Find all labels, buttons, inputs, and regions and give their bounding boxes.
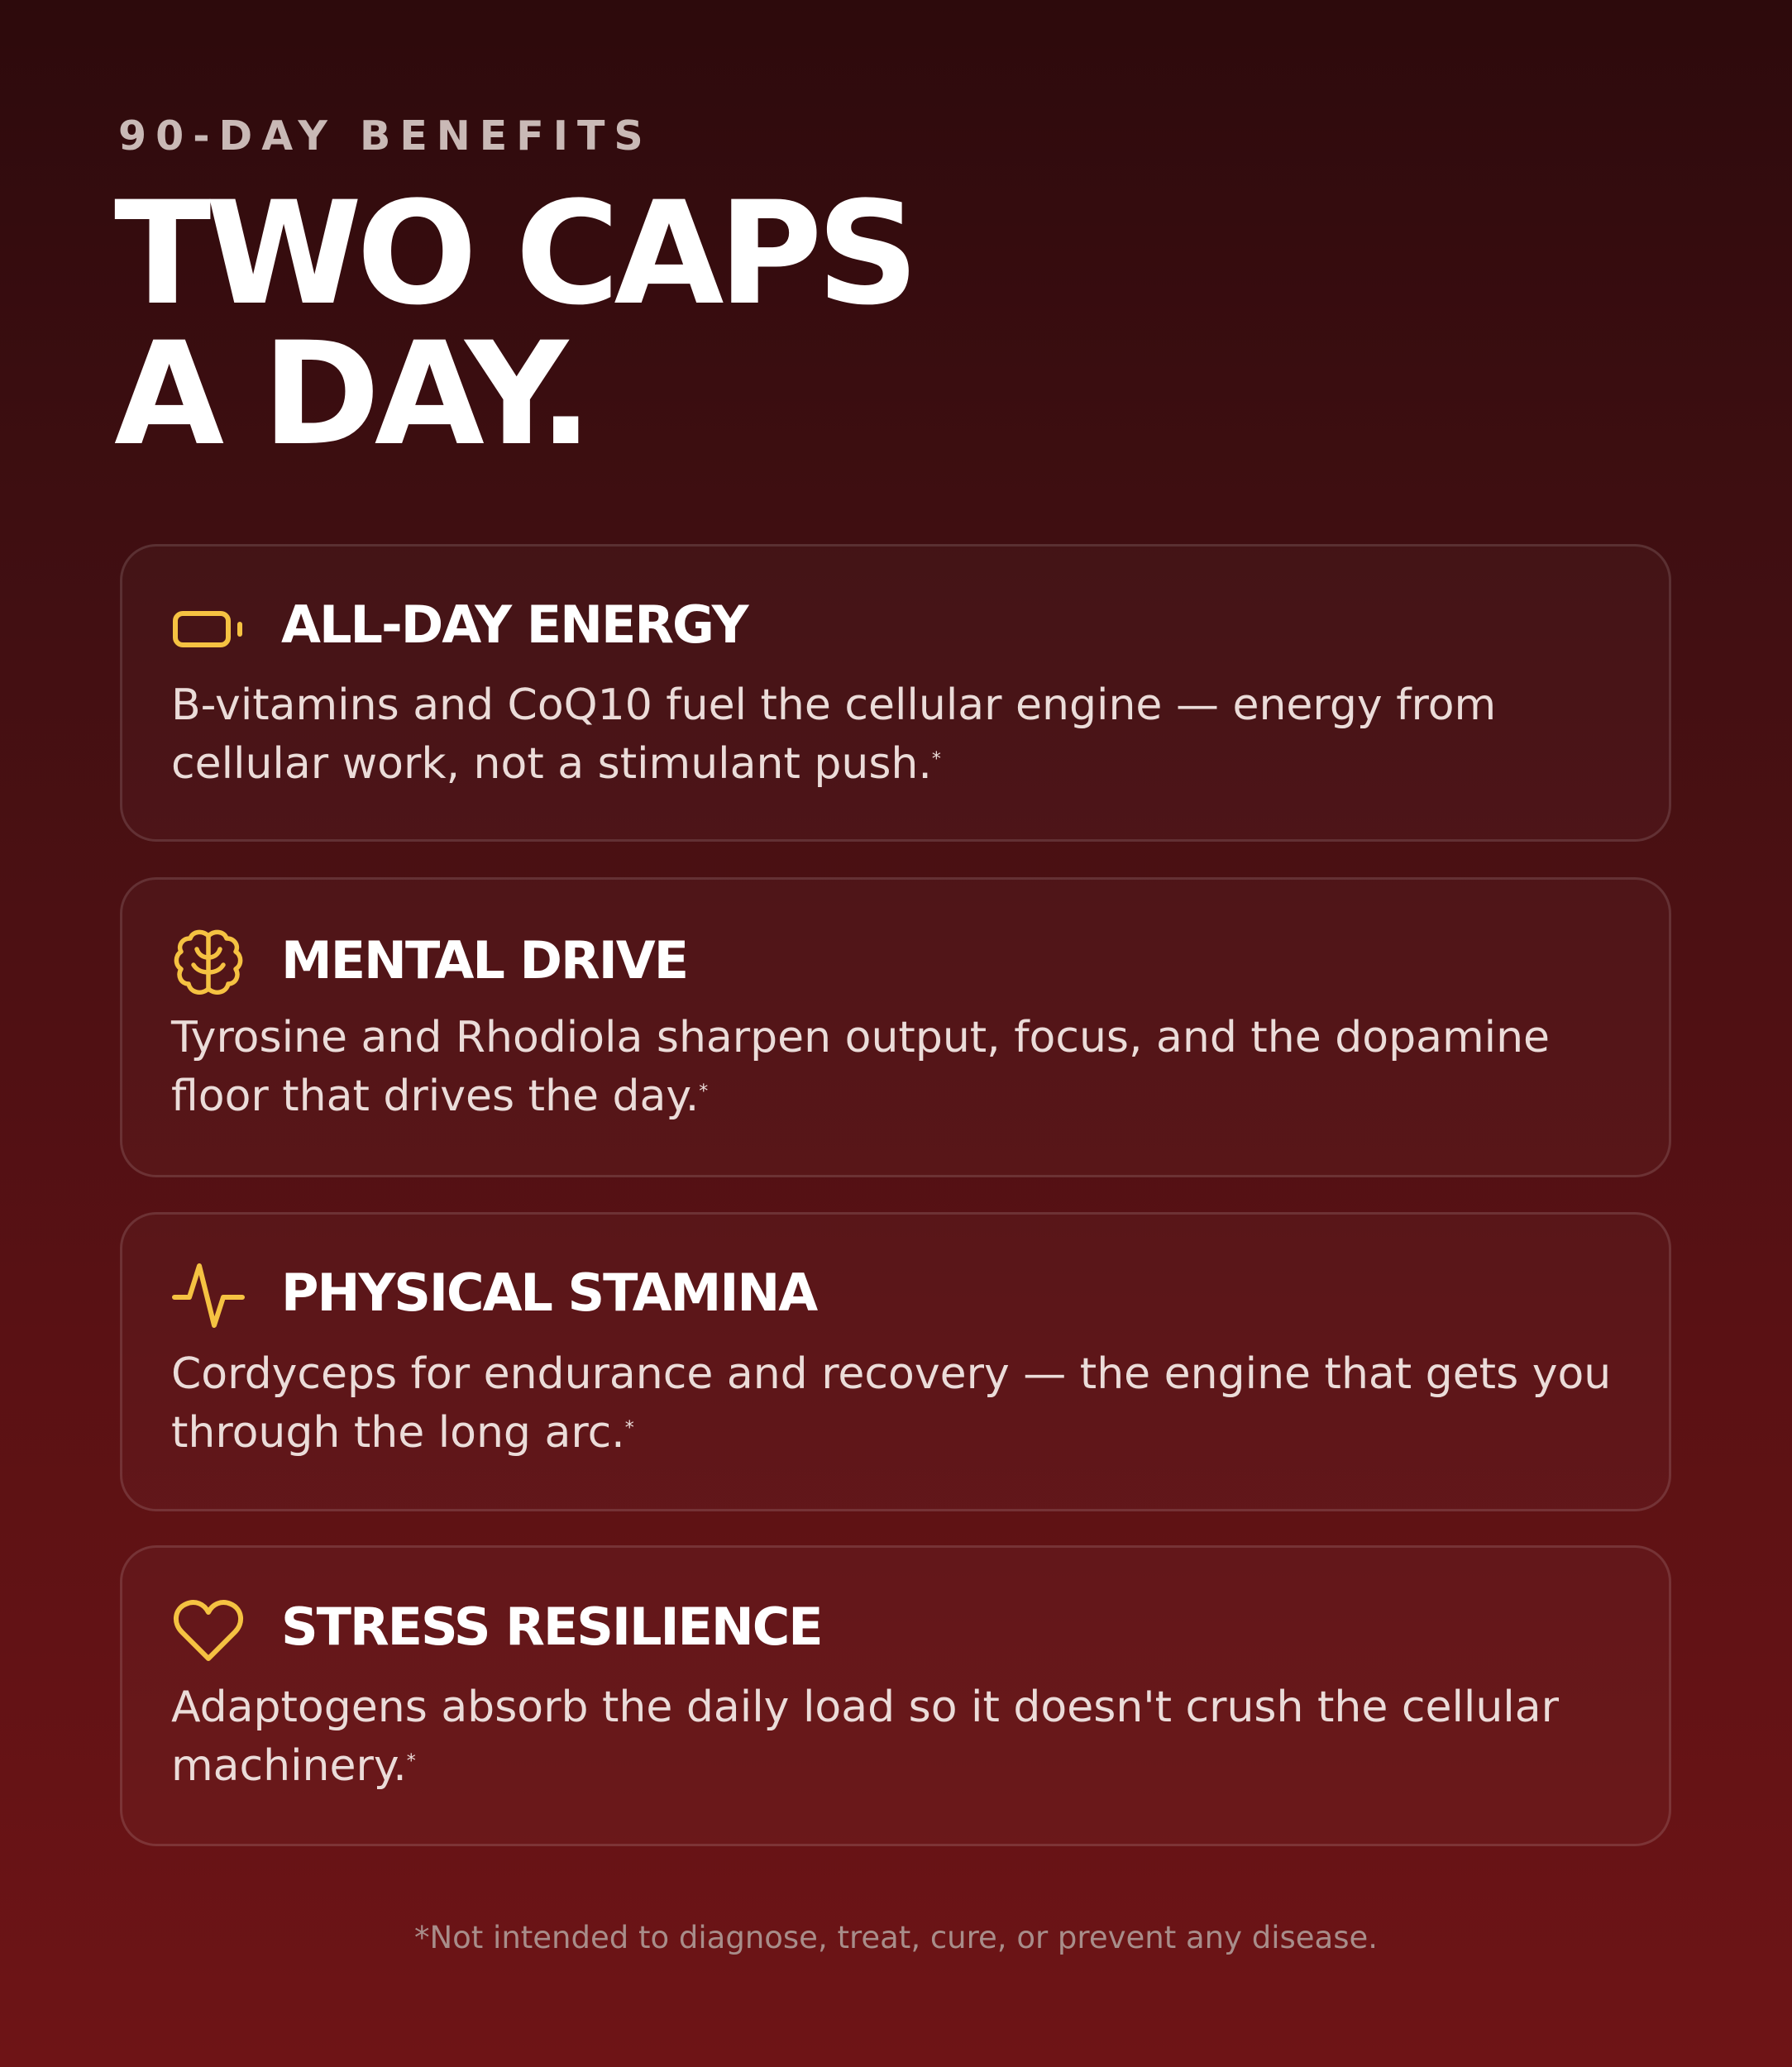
benefit-description — [171, 1009, 1627, 1126]
benefit-title: ALL-DAY ENERGY — [281, 594, 748, 655]
benefit-title: PHYSICAL STAMINA — [281, 1263, 817, 1323]
headline-line-1: TWO CAPS — [114, 170, 914, 337]
benefit-card-mental-drive — [120, 877, 1671, 1177]
benefit-card-stress-resilience — [120, 1545, 1671, 1846]
benefit-description — [171, 676, 1627, 794]
headline-line-2: A DAY. — [114, 311, 587, 477]
battery-icon — [171, 590, 246, 664]
disclaimer: *Not intended to diagnose, treat, cure, or prevent any disease. — [413, 1920, 1379, 1955]
benefit-title: MENTAL DRIVE — [281, 930, 688, 991]
benefit-card-energy — [120, 544, 1671, 842]
benefit-card-physical-stamina — [120, 1212, 1671, 1511]
benefit-text: Adaptogens absorb the daily load so it doesn't crush the cellular machinery. — [171, 1683, 1559, 1791]
footnote-mark: * — [624, 1418, 634, 1439]
headline — [114, 170, 1189, 477]
benefit-text: Cordyceps for endurance and recovery — the engine that gets you through the long arc. — [171, 1349, 1612, 1458]
benefit-text: Tyrosine and Rhodiola sharpen output, focus, and the dopamine floor that drives the day. — [171, 1013, 1551, 1121]
benefit-description — [171, 1678, 1627, 1796]
benefit-title: STRESS RESILIENCE — [281, 1597, 822, 1657]
footnote-mark: * — [931, 749, 941, 770]
brain-icon — [171, 926, 246, 1000]
benefit-description — [171, 1345, 1627, 1463]
footnote-mark: * — [406, 1751, 416, 1772]
heart-icon — [171, 1592, 246, 1667]
eyebrow-label: 90-DAY BENEFITS — [118, 112, 652, 160]
footnote-mark: * — [699, 1081, 709, 1102]
pulse-icon — [171, 1258, 246, 1332]
benefit-text: B-vitamins and CoQ10 fuel the cellular engine — energy from cellular work, not a stimulant push. — [171, 680, 1497, 789]
